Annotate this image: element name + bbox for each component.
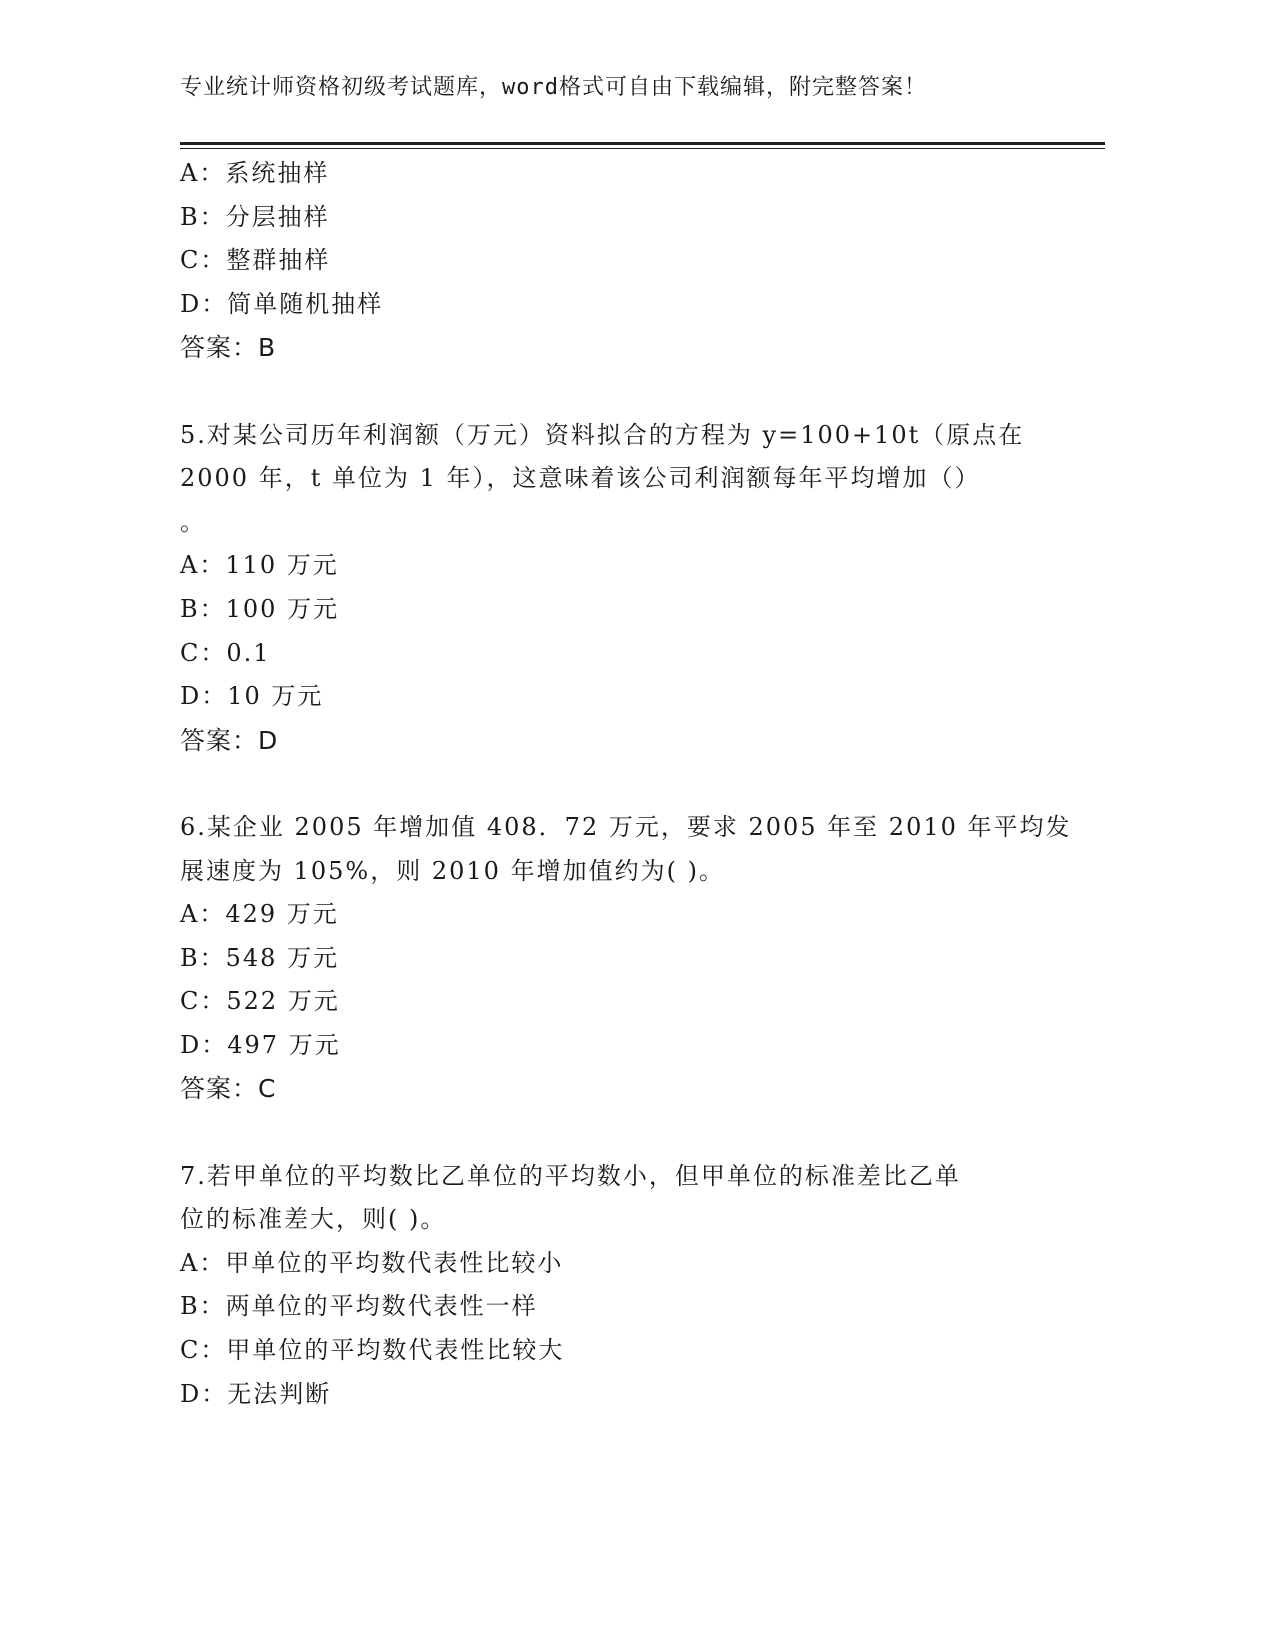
option-text: 简单随机抽样 <box>227 289 384 318</box>
option-text: 系统抽样 <box>225 159 330 187</box>
option-label: A： <box>180 1248 226 1277</box>
header-divider-thin <box>180 148 1105 149</box>
option-label: A： <box>180 159 226 187</box>
question-stem-line: 展速度为 105%，则 2010 年增加值约为( )。 <box>180 856 725 885</box>
option-c <box>180 980 1060 1024</box>
option-label: B： <box>180 594 226 623</box>
option-label: D： <box>180 1030 228 1059</box>
option-d <box>180 1024 1060 1068</box>
option-b <box>180 937 1060 981</box>
option-d <box>180 283 1060 327</box>
option-text: 10 万元 <box>227 682 324 711</box>
option-b <box>180 588 1060 632</box>
option-text: 甲单位的平均数代表性比较大 <box>226 1336 565 1365</box>
question-stem-line: 。 <box>180 507 206 536</box>
question-4-options <box>180 152 1060 370</box>
option-text: 无法判断 <box>227 1379 332 1408</box>
spacer <box>180 1111 1060 1155</box>
option-text: 522 万元 <box>226 987 340 1016</box>
option-text: 整群抽样 <box>226 246 331 275</box>
question-stem-line: 5.对某公司历年利润额（万元）资料拟合的方程为 y=100+10t（原点在 <box>180 420 1025 449</box>
option-text: 429 万元 <box>225 900 339 929</box>
option-text: 100 万元 <box>225 594 340 623</box>
answer-line: 答案：D <box>180 725 279 755</box>
content-body <box>180 152 1072 1416</box>
option-b <box>180 196 1060 240</box>
option-c <box>180 632 1060 676</box>
option-label: B： <box>180 1292 226 1321</box>
option-d <box>180 1373 1060 1417</box>
option-label: A： <box>180 551 226 580</box>
question-6 <box>180 806 1072 1111</box>
question-stem-line: 2000 年，t 单位为 1 年），这意味着该公司利润额每年平均增加（） <box>180 464 981 493</box>
option-label: C： <box>180 246 227 275</box>
option-c <box>180 1329 1060 1373</box>
option-b <box>180 1285 1060 1329</box>
option-label: D： <box>180 682 228 711</box>
question-stem-line: 位的标准差大，则( )。 <box>180 1205 447 1234</box>
option-text: 分层抽样 <box>225 202 330 231</box>
header-divider-thick <box>180 142 1105 145</box>
option-label: C： <box>180 987 227 1016</box>
option-c <box>180 239 1060 283</box>
option-d <box>180 675 1060 719</box>
question-7 <box>180 1155 1060 1417</box>
option-label: A： <box>180 900 226 929</box>
option-text: 548 万元 <box>225 943 340 972</box>
option-label: D： <box>180 1379 228 1408</box>
option-a <box>180 1242 1060 1286</box>
answer-line: 答案：C <box>180 1074 277 1104</box>
option-text: 甲单位的平均数代表性比较小 <box>225 1248 564 1277</box>
option-text: 497 万元 <box>227 1030 341 1059</box>
page-header: 专业统计师资格初级考试题库，word格式可自由下载编辑，附完整答案！ <box>180 75 927 100</box>
option-label: B： <box>180 943 226 972</box>
spacer <box>180 762 1060 806</box>
option-a <box>180 544 1060 588</box>
option-label: D： <box>180 289 228 318</box>
option-a <box>180 152 1060 196</box>
option-a <box>180 893 1060 937</box>
option-label: C： <box>180 638 227 667</box>
option-label: B： <box>180 202 226 231</box>
answer-line: 答案：B <box>180 333 277 363</box>
question-stem-line: 7.若甲单位的平均数比乙单位的平均数小，但甲单位的标准差比乙单 <box>180 1161 961 1190</box>
option-text: 两单位的平均数代表性一样 <box>225 1292 538 1321</box>
question-stem-line: 6.某企业 2005 年增加值 408．72 万元，要求 2005 年至 2010 年平均发 <box>180 812 1072 841</box>
option-label: C： <box>180 1336 227 1365</box>
spacer <box>180 370 1060 414</box>
option-text: 110 万元 <box>225 551 339 580</box>
question-5 <box>180 414 1060 763</box>
option-text: 0.1 <box>226 638 271 667</box>
